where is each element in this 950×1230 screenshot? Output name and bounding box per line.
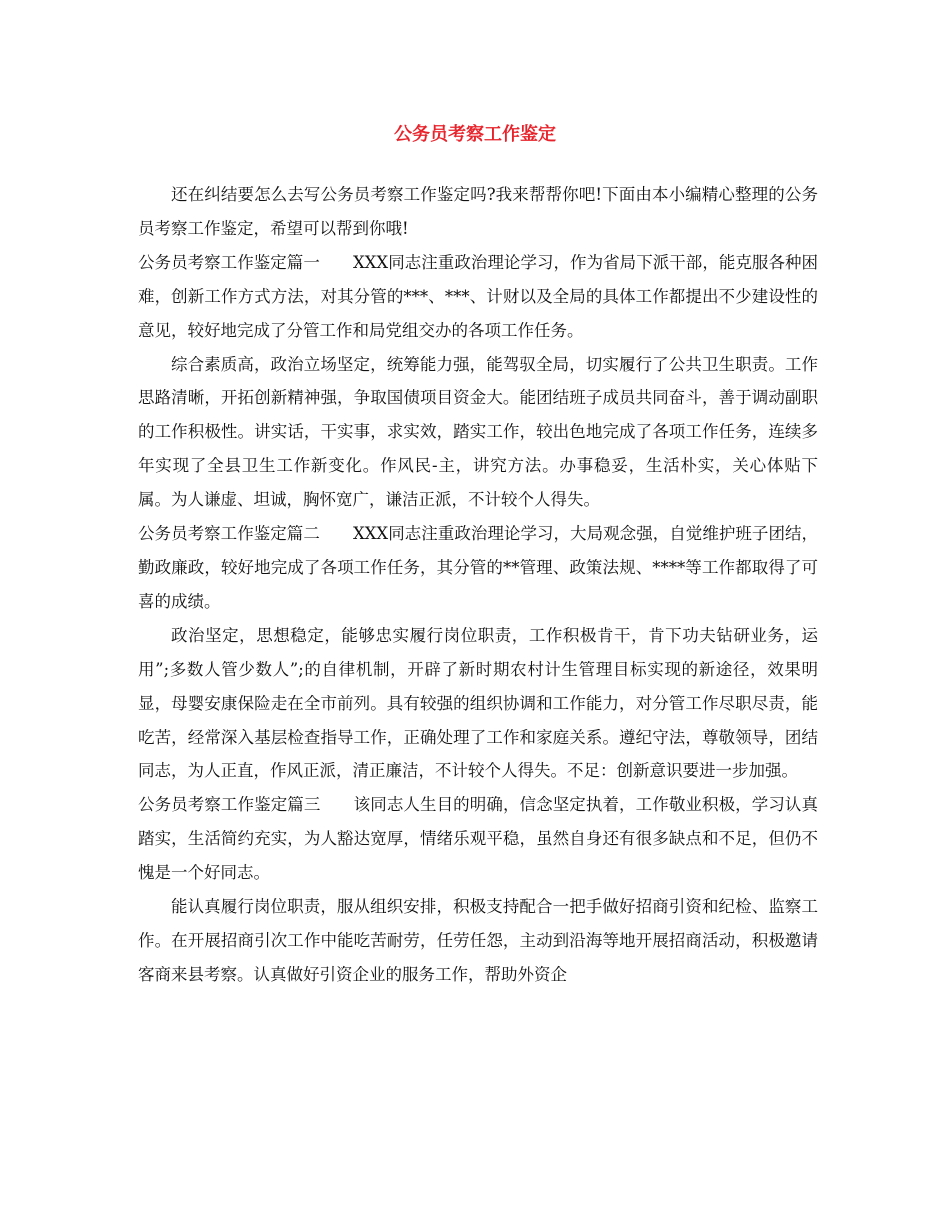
section-one-paragraph [138,246,818,348]
section-one-text: XXX同志注重政治理论学习，作为省局下派干部，能克服各种困难，创新工作方式方法，对其分管的***、***、计财以及全局的具体工作都提出不少建设性的意见，较好地完成了分管工作和局党组交办的各项工作任务。 [138,252,819,340]
intro-paragraph: 还在纠结要怎么去写公务员考察工作鉴定吗?我来帮帮你吧!下面由本小编精心整理的公务员考察工作鉴定，希望可以帮到你哦! [138,185,818,238]
section-two-paragraph [138,517,818,619]
section-gap [320,524,353,543]
section-three-label: 公务员考察工作鉴定篇三 [138,795,321,815]
section-two-detail-paragraph: 政治坚定，思想稳定，能够忠实履行岗位职责，工作积极肯干，肯下功夫钻研业务，运用”;多数人管少数人”;的自律机制，开辟了新时期农村计生管理目标实现的新途径，效果明显，母婴安康保险走在全市前列。具有较强的组织协调和工作能力，对分管工作尽职尽责，能吃苦，经常深入基层检查指导工作，正确处理了工作和家庭关系。遵纪守法，尊敬领导，团结同志，为人正直，作风正派，清正廉洁，不计较个人得失。不足：创新意识要进一步加强。 [138,625,818,781]
document-title: 公务员考察工作鉴定 [394,124,556,145]
section-two-label: 公务员考察工作鉴定篇二 [138,524,320,544]
section-gap [320,795,353,814]
section-gap [320,253,353,272]
section-three-detail-paragraph: 能认真履行岗位职责，服从组织安排，积极支持配合一把手做好招商引资和纪检、监察工作。在开展招商引次工作中能吃苦耐劳，任劳任怨，主动到沿海等地开展招商活动，积极邀请客商来县考察。认真做好引资企业的服务工作，帮助外资企 [138,897,818,984]
document-body [138,178,818,992]
section-three-paragraph [138,788,818,890]
section-one-label: 公务员考察工作鉴定篇一 [138,252,320,272]
section-two-text: XXX同志注重政治理论学习，大局观念强，自觉维护班子团结，勤政廉政，较好地完成了各项工作任务，其分管的**管理、政策法规、****等工作都取得了可喜的成绩。 [138,524,819,611]
section-one-detail-paragraph: 综合素质高，政治立场坚定，统筹能力强，能驾驭全局，切实履行了公共卫生职责。工作思路清晰，开拓创新精神强，争取国债项目资金大。能团结班子成员共同奋斗，善于调动副职的工作积极性。讲实话，干实事，求实效，踏实工作，较出色地完成了各项工作任务，连续多年实现了全县卫生工作新变化。作风民-主，讲究方法。办事稳妥，生活朴实，关心体贴下属。为人谦虚、坦诚，胸怀宽广，谦洁正派，不计较个人得失。 [138,354,818,510]
section-three-text: 该同志人生目的明确，信念坚定执着，工作敬业积极，学习认真踏实，生活简约充实，为人豁达宽厚，情绪乐观平稳，虽然自身还有很多缺点和不足，但仍不愧是一个好同志。 [138,795,819,883]
